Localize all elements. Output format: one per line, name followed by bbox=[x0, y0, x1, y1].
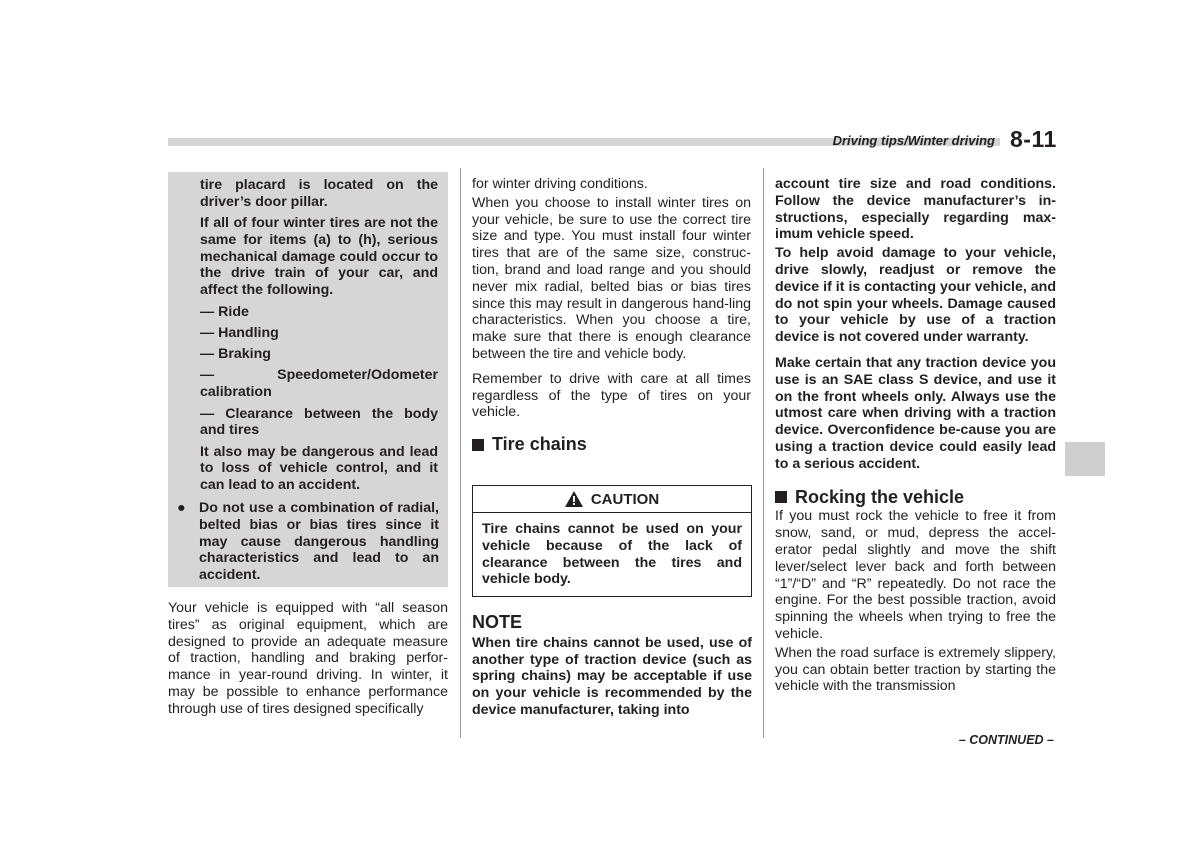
column-divider bbox=[763, 168, 764, 738]
warning-list-item: — Handling bbox=[200, 324, 279, 341]
chapter-tab bbox=[1065, 442, 1105, 476]
column-1 bbox=[168, 600, 448, 718]
column-divider bbox=[460, 168, 461, 738]
body-paragraph: When the road surface is extremely slippery, you can obtain better traction by starting the vehicle with the transmission bbox=[775, 644, 1056, 695]
warning-list-item: — Speedometer/Odometer calibration bbox=[200, 367, 438, 401]
body-paragraph: Your vehicle is equipped with “all season tires” as original equipment, which are designed to provide an adequate measure of traction, handling and braking perfor-mance in year-round driving. In winter, it may be possible to enhance performance through use of tires designed specifically bbox=[168, 600, 448, 717]
body-paragraph: account tire size and road conditions. Follow the device manufacturer’s in-structions, especially regarding max-imum vehicle speed. bbox=[775, 176, 1056, 243]
square-bullet-icon bbox=[472, 439, 484, 451]
heading-text: Tire chains bbox=[492, 434, 587, 455]
bullet-icon: ● bbox=[177, 500, 186, 516]
section-heading bbox=[472, 436, 751, 453]
column-2 bbox=[472, 176, 751, 453]
heading-text: Rocking the vehicle bbox=[795, 486, 965, 507]
body-paragraph: When you choose to install winter tires on your vehicle, be sure to use the correct tire size and type. You must install four winter tires that are of the same size, construc-tion, brand and load range and you should never mix radial, belted bias or bias tires since this may result in dangerous hand-ling characteristics. When you choose a tire, make sure that there is enough clearance between the tire and vehicle body. bbox=[472, 194, 751, 362]
body-paragraph: If you must rock the vehicle to free it from snow, sand, or mud, depress the accel-erator pedal slightly and move the shift lever/select lever back and forth between “1”/“D” and “R” repeatedly. Do not race the engine. For the best possible traction, avoid spinning the wheels when trying to free the vehicle. bbox=[775, 508, 1056, 642]
warning-list-item: — Ride bbox=[200, 303, 249, 320]
continued-label: – CONTINUED – bbox=[958, 733, 1054, 747]
warning-bullet bbox=[177, 500, 439, 584]
note-text: When tire chains cannot be used, use of another type of traction device (such as spring chains) may be acceptable if use on your vehicle is recommended by the device manufacturer, taking into bbox=[472, 634, 752, 718]
body-paragraph: for winter driving conditions. bbox=[472, 176, 648, 192]
caution-header bbox=[473, 486, 751, 513]
warning-paragraph: If all of four winter tires are not the same for items (a) to (h), serious mechanical damage could occur to the drive train of your car, and affect the following. bbox=[200, 215, 438, 299]
warning-paragraph: It also may be dangerous and lead to loss of vehicle control, and it can lead to an accident. bbox=[200, 443, 438, 494]
warning-bullet-text: Do not use a combination of radial, belted bias or bias tires since it may cause dangerous handling characteristics and lead to an accident. bbox=[199, 500, 439, 584]
warning-paragraph: tire placard is located on the driver’s door pillar. bbox=[200, 177, 438, 210]
caution-label: CAUTION bbox=[590, 490, 660, 508]
body-paragraph: Make certain that any traction device you use is an SAE class S device, and use it on the front wheels only. Always use the utmost care when driving with a traction device. Overconfidence be-cause you are using a traction device could easily lead to a serious accident. bbox=[775, 354, 1056, 472]
warning-list-item: — Clearance between the body and tires bbox=[200, 405, 438, 439]
caution-text: Tire chains cannot be used on your vehicle because of the lack of clearance between the tires and vehicle body. bbox=[482, 521, 742, 588]
caution-box bbox=[472, 485, 752, 597]
page-number: 8-11 bbox=[1010, 126, 1057, 152]
warning-list-item: — Braking bbox=[200, 346, 271, 363]
body-paragraph: To help avoid damage to your vehicle, drive slowly, readjust or remove the device if it is contacting your vehicle, and do not spin your wheels. Damage caused to your vehicle by use of a traction device is not covered under warranty. bbox=[775, 245, 1056, 346]
warning-content bbox=[200, 177, 438, 499]
section-title: Driving tips/Winter driving bbox=[832, 133, 995, 148]
note-title: NOTE bbox=[472, 612, 523, 632]
section-heading bbox=[775, 486, 1056, 507]
square-bullet-icon bbox=[775, 491, 787, 503]
body-paragraph: Remember to drive with care at all times regardless of the type of tires on your vehicle. bbox=[472, 370, 751, 421]
warning-triangle-icon bbox=[565, 491, 583, 507]
column-3 bbox=[775, 176, 1056, 695]
note-section bbox=[472, 614, 752, 719]
